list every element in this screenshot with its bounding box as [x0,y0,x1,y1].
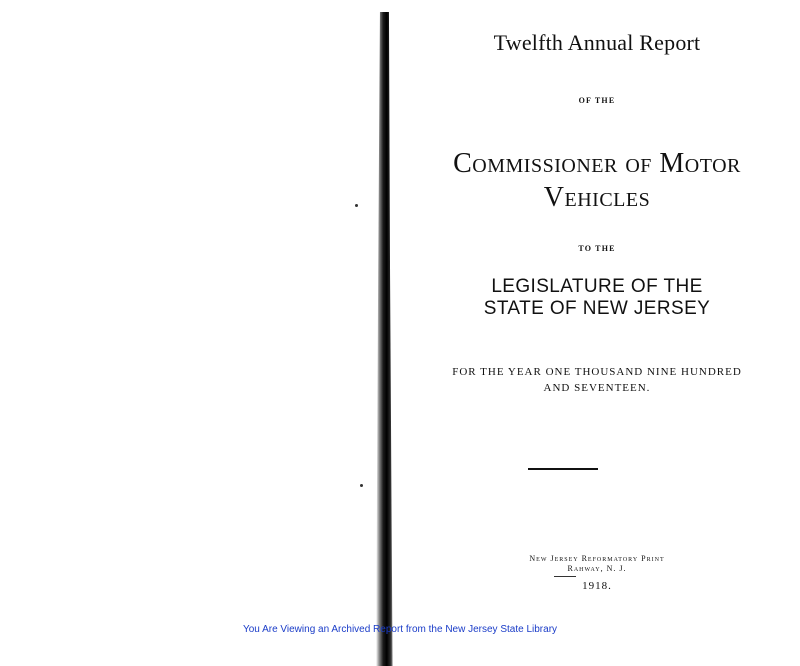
report-title: Twelfth Annual Report [493,30,701,55]
printer-place: Rahway, N. J. [567,564,627,573]
scan-speck [360,484,363,487]
year-statement-line-2: AND SEVENTEEN. [543,382,651,394]
decorative-rule [528,468,598,470]
title-page [394,0,800,666]
print-year: 1918. [582,580,612,592]
to-the-label: TO THE [578,244,616,253]
small-divider [554,576,576,577]
commissioner-heading: Commissioner of Motor [453,148,741,179]
scan-speck [355,204,358,207]
vehicles-heading: Vehicles [543,182,651,213]
year-statement-line-1: FOR THE YEAR ONE THOUSAND NINE HUNDRED [452,366,742,378]
of-the-label: OF THE [578,96,616,105]
blank-left-page [0,0,378,666]
legislature-heading: LEGISLATURE OF THE [491,276,703,297]
book-spine-gutter [376,12,394,666]
archive-notice-link[interactable]: You Are Viewing an Archived Report from the New Jersey State Library [242,624,558,635]
state-heading: STATE OF NEW JERSEY [483,298,711,319]
printer-name: New Jersey Reformatory Print [529,554,665,563]
